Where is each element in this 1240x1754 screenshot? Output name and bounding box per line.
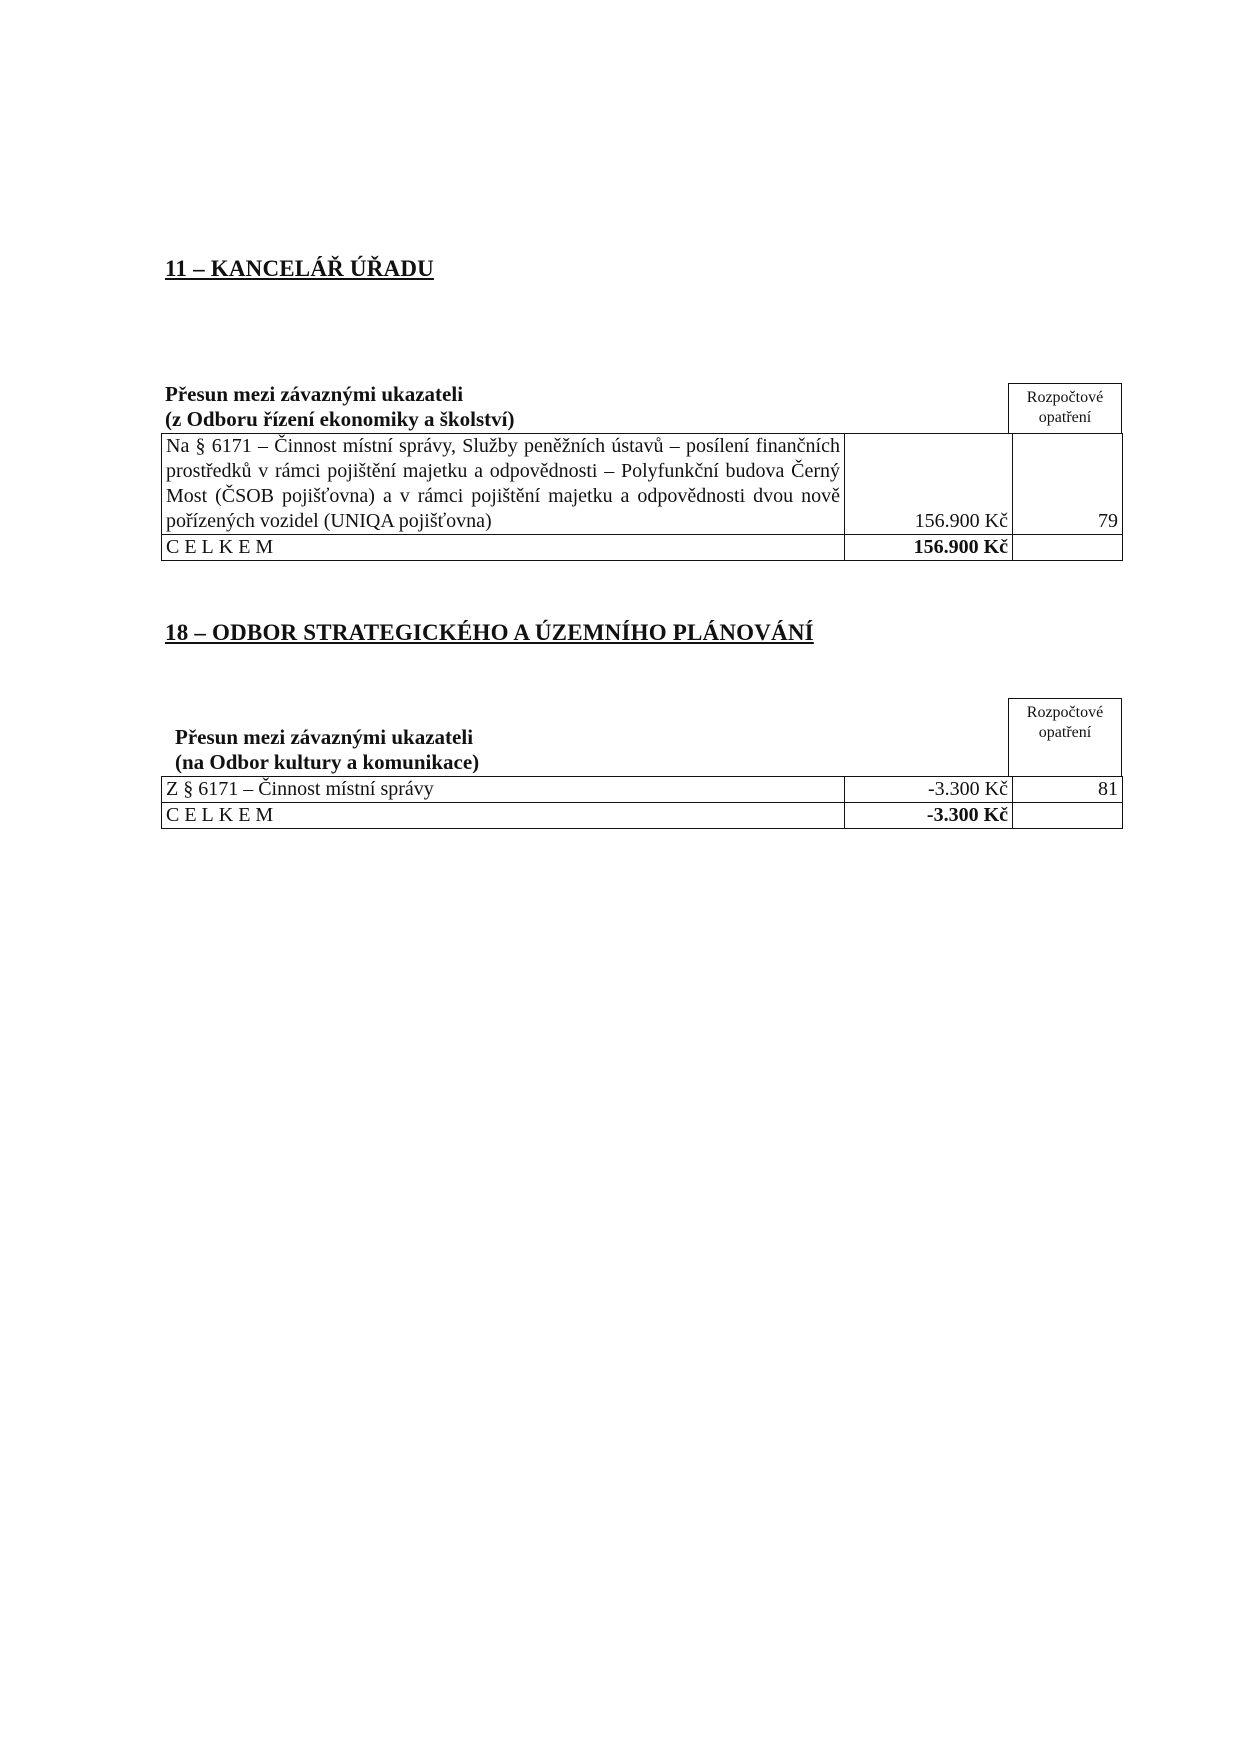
- section-11-budget-measure-header: [1008, 383, 1122, 433]
- section-18-intro-subtitle: (na Odbor kultury a komunikace): [175, 750, 480, 774]
- row-amount: 156.900 Kč: [845, 434, 1013, 535]
- section-11-intro-subtitle: (z Odboru řízení ekonomiky a školství): [165, 407, 515, 431]
- total-label: CELKEM: [162, 535, 845, 561]
- budget-measure-header-line2: opatření: [1038, 409, 1092, 426]
- section-18-table: [161, 776, 1123, 829]
- total-row: [162, 535, 1123, 561]
- section-18-intro-title: Přesun mezi závaznými ukazateli: [175, 725, 474, 749]
- row-description: Na § 6171 – Činnost místní správy, Služby peněžních ústavů – posílení finančních prostředků v rámci pojištění majetku a odpovědnosti – Polyfunkční budova Černý Most (ČSOB pojišťovna) a v rámci pojištění majetku a odpovědnosti dvou nově pořízených vozidel (UNIQA pojišťovna): [162, 434, 845, 535]
- section-18-heading: 18 – ODBOR STRATEGICKÉHO A ÚZEMNÍHO PLÁNOVÁNÍ: [165, 620, 814, 645]
- section-11-intro: [165, 382, 514, 432]
- total-amount: 156.900 Kč: [845, 535, 1013, 561]
- section-11-table: [161, 433, 1123, 561]
- row-description: Z § 6171 – Činnost místní správy: [162, 777, 845, 803]
- total-amount: -3.300 Kč: [845, 803, 1013, 829]
- row-budget-measure-number: 79: [1013, 434, 1123, 535]
- section-11-intro-title: Přesun mezi závaznými ukazateli: [165, 382, 464, 406]
- total-row: [162, 803, 1123, 829]
- total-budget-measure-empty: [1013, 535, 1123, 561]
- section-18-budget-measure-header: [1008, 698, 1122, 776]
- section-18-intro: [175, 725, 479, 775]
- total-label: CELKEM: [162, 803, 845, 829]
- table-row: [162, 777, 1123, 803]
- section-11-heading: 11 – KANCELÁŘ ÚŘADU: [165, 256, 434, 281]
- budget-measure-header-line2: opatření: [1038, 724, 1092, 741]
- budget-measure-header-line1: Rozpočtové: [1026, 704, 1104, 721]
- total-budget-measure-empty: [1013, 803, 1123, 829]
- budget-measure-header-line1: Rozpočtové: [1026, 389, 1104, 406]
- row-amount: -3.300 Kč: [845, 777, 1013, 803]
- table-row: [162, 434, 1123, 535]
- row-budget-measure-number: 81: [1013, 777, 1123, 803]
